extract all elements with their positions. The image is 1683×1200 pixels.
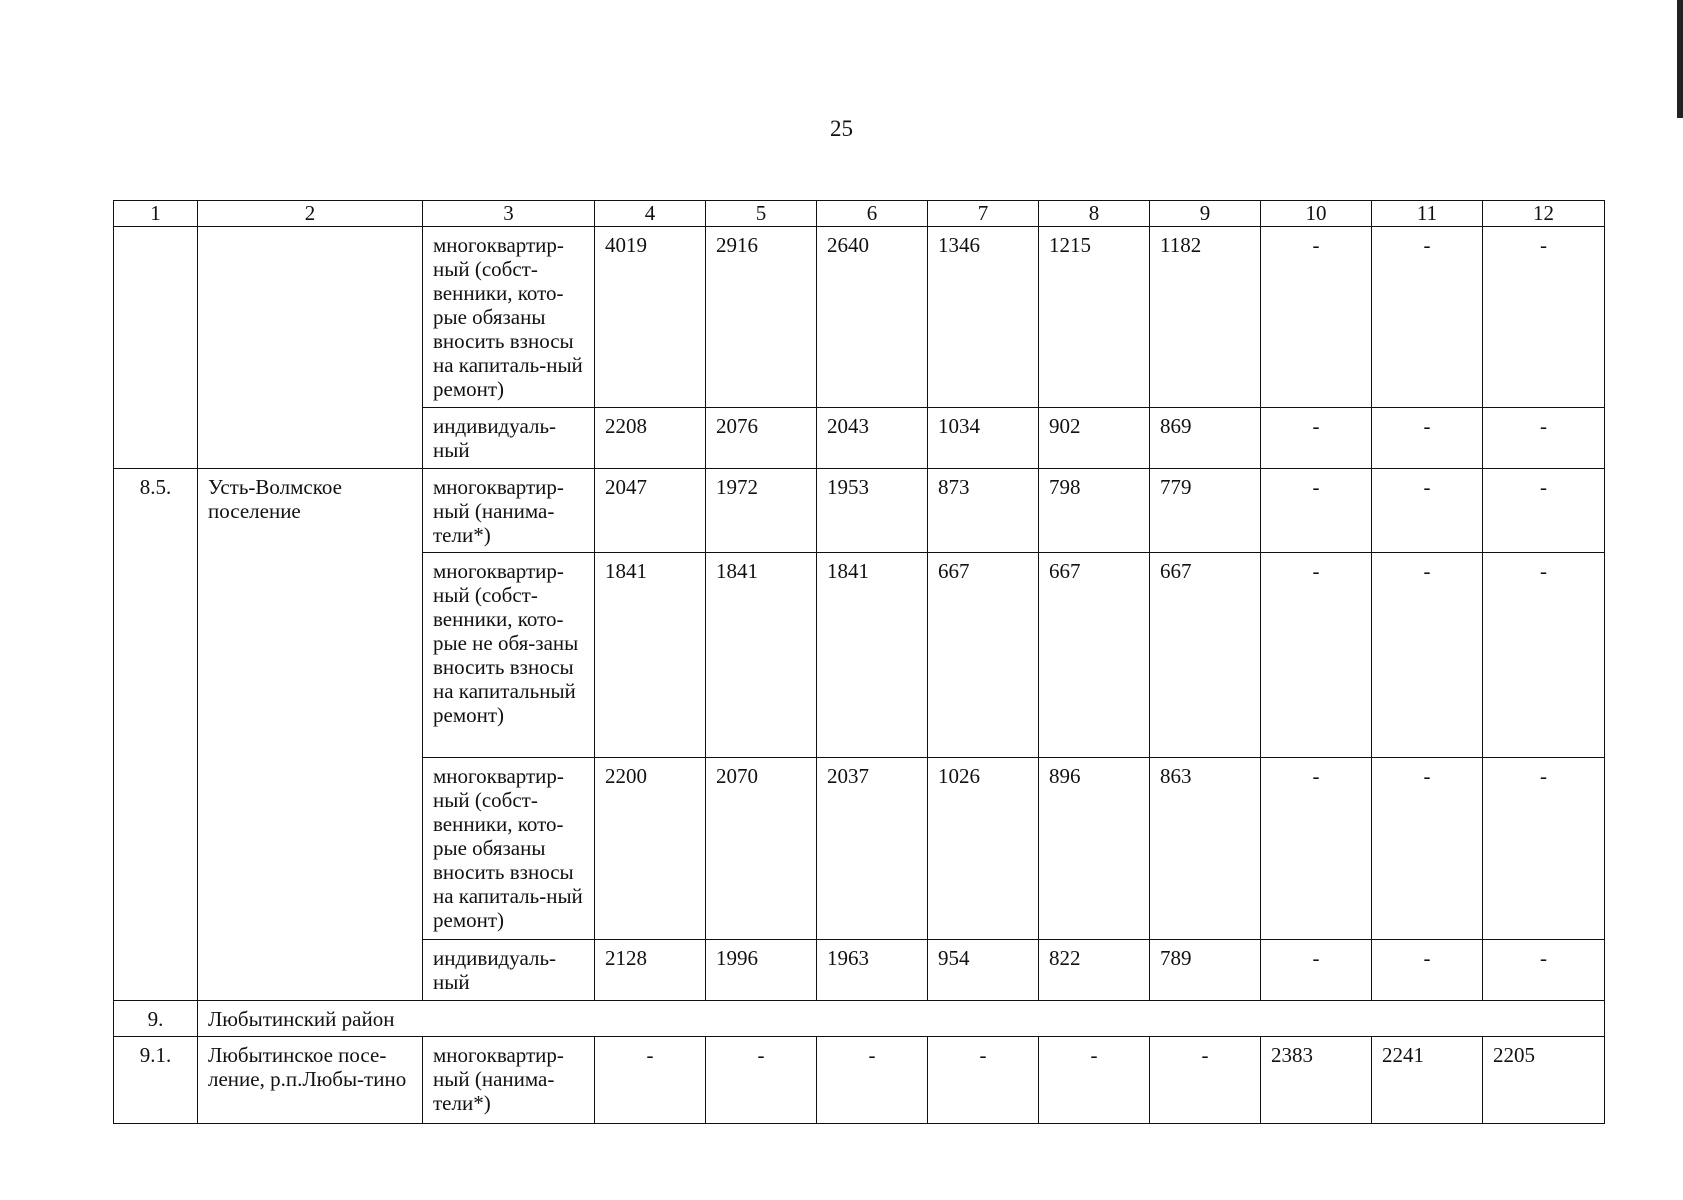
value-cell: 869 xyxy=(1150,408,1261,469)
row-number-cell: 9.1. xyxy=(114,1037,198,1124)
column-number: 3 xyxy=(423,201,595,227)
row-number-cell: 9. xyxy=(114,1001,198,1037)
row-number-cell: 8.5. xyxy=(114,469,198,1001)
housing-type-cell: индивидуаль-ный xyxy=(423,940,595,1001)
value-cell: - xyxy=(1483,227,1605,408)
housing-type-cell: многоквартир-ный (собст-венники, кото-рые обязаны вносить взносы на капиталь-ный ремонт) xyxy=(423,227,595,408)
value-cell: - xyxy=(1483,408,1605,469)
value-cell: 2037 xyxy=(817,758,928,940)
value-cell: - xyxy=(1261,758,1372,940)
housing-type-cell: многоквартир-ный (собст-венники, кото-рые обязаны вносить взносы на капиталь-ный ремонт) xyxy=(423,758,595,940)
district-title: Любытинский район xyxy=(198,1001,1605,1037)
column-number: 7 xyxy=(928,201,1039,227)
row-number-cell xyxy=(114,227,198,469)
value-cell: - xyxy=(1483,940,1605,1001)
value-cell: 896 xyxy=(1039,758,1150,940)
value-cell: 902 xyxy=(1039,408,1150,469)
value-cell: - xyxy=(1372,758,1483,940)
value-cell: - xyxy=(1372,553,1483,758)
value-cell: 4019 xyxy=(595,227,706,408)
column-number: 5 xyxy=(706,201,817,227)
value-cell: - xyxy=(595,1037,706,1124)
value-cell: 1972 xyxy=(706,469,817,553)
value-cell: - xyxy=(1372,469,1483,553)
value-cell: 2200 xyxy=(595,758,706,940)
value-cell: 1034 xyxy=(928,408,1039,469)
value-cell: 2070 xyxy=(706,758,817,940)
value-cell: 2383 xyxy=(1261,1037,1372,1124)
value-cell: 1963 xyxy=(817,940,928,1001)
value-cell: 667 xyxy=(1150,553,1261,758)
column-number: 10 xyxy=(1261,201,1372,227)
housing-type-cell: многоквартир-ный (нанима-тели*) xyxy=(423,1037,595,1124)
column-number: 2 xyxy=(198,201,423,227)
value-cell: - xyxy=(1483,553,1605,758)
value-cell: - xyxy=(1261,227,1372,408)
housing-type-cell: многоквартир-ный (нанима-тели*) xyxy=(423,469,595,553)
scan-edge-mark xyxy=(1677,0,1683,118)
value-cell: 2640 xyxy=(817,227,928,408)
value-cell: 822 xyxy=(1039,940,1150,1001)
column-number: 1 xyxy=(114,201,198,227)
value-cell: 873 xyxy=(928,469,1039,553)
settlement-cell xyxy=(198,227,423,469)
value-cell: 2076 xyxy=(706,408,817,469)
column-number: 9 xyxy=(1150,201,1261,227)
page-number: 25 xyxy=(830,116,853,141)
housing-type-cell: индивидуаль-ный xyxy=(423,408,595,469)
column-number: 8 xyxy=(1039,201,1150,227)
value-cell: 2916 xyxy=(706,227,817,408)
value-cell: 1182 xyxy=(1150,227,1261,408)
value-cell: - xyxy=(706,1037,817,1124)
value-cell: - xyxy=(1372,227,1483,408)
value-cell: 1215 xyxy=(1039,227,1150,408)
table-row xyxy=(114,227,1605,408)
value-cell: 2128 xyxy=(595,940,706,1001)
housing-type-cell: многоквартир-ный (собст-венники, кото-рые не обя-заны вносить взносы на капитальный ремонт) xyxy=(423,553,595,758)
value-cell: 1953 xyxy=(817,469,928,553)
settlement-cell: Любытинское посе-ление, р.п.Любы-тино xyxy=(198,1037,423,1124)
column-number: 6 xyxy=(817,201,928,227)
value-cell: 798 xyxy=(1039,469,1150,553)
column-number-row xyxy=(114,201,1605,227)
value-cell: - xyxy=(928,1037,1039,1124)
value-cell: 954 xyxy=(928,940,1039,1001)
value-cell: 863 xyxy=(1150,758,1261,940)
value-cell: - xyxy=(1261,940,1372,1001)
value-cell: - xyxy=(1150,1037,1261,1124)
column-number: 12 xyxy=(1483,201,1605,227)
value-cell: 779 xyxy=(1150,469,1261,553)
value-cell: 1026 xyxy=(928,758,1039,940)
district-row xyxy=(114,1001,1605,1037)
value-cell: 2208 xyxy=(595,408,706,469)
value-cell: 667 xyxy=(928,553,1039,758)
settlement-cell: Усть-Волмское поселение xyxy=(198,469,423,1001)
value-cell: - xyxy=(1483,469,1605,553)
value-cell: 1841 xyxy=(817,553,928,758)
value-cell: 2205 xyxy=(1483,1037,1605,1124)
value-cell: 789 xyxy=(1150,940,1261,1001)
column-number: 4 xyxy=(595,201,706,227)
value-cell: 1841 xyxy=(595,553,706,758)
value-cell: 2047 xyxy=(595,469,706,553)
value-cell: - xyxy=(817,1037,928,1124)
value-cell: 1346 xyxy=(928,227,1039,408)
value-cell: - xyxy=(1039,1037,1150,1124)
value-cell: 1996 xyxy=(706,940,817,1001)
tariff-table xyxy=(113,200,1605,1124)
value-cell: 2043 xyxy=(817,408,928,469)
value-cell: - xyxy=(1261,408,1372,469)
value-cell: 1841 xyxy=(706,553,817,758)
table-row xyxy=(114,469,1605,553)
value-cell: - xyxy=(1372,408,1483,469)
value-cell: - xyxy=(1261,469,1372,553)
value-cell: - xyxy=(1483,758,1605,940)
value-cell: 667 xyxy=(1039,553,1150,758)
value-cell: 2241 xyxy=(1372,1037,1483,1124)
value-cell: - xyxy=(1372,940,1483,1001)
column-number: 11 xyxy=(1372,201,1483,227)
value-cell: - xyxy=(1261,553,1372,758)
table-row xyxy=(114,1037,1605,1124)
